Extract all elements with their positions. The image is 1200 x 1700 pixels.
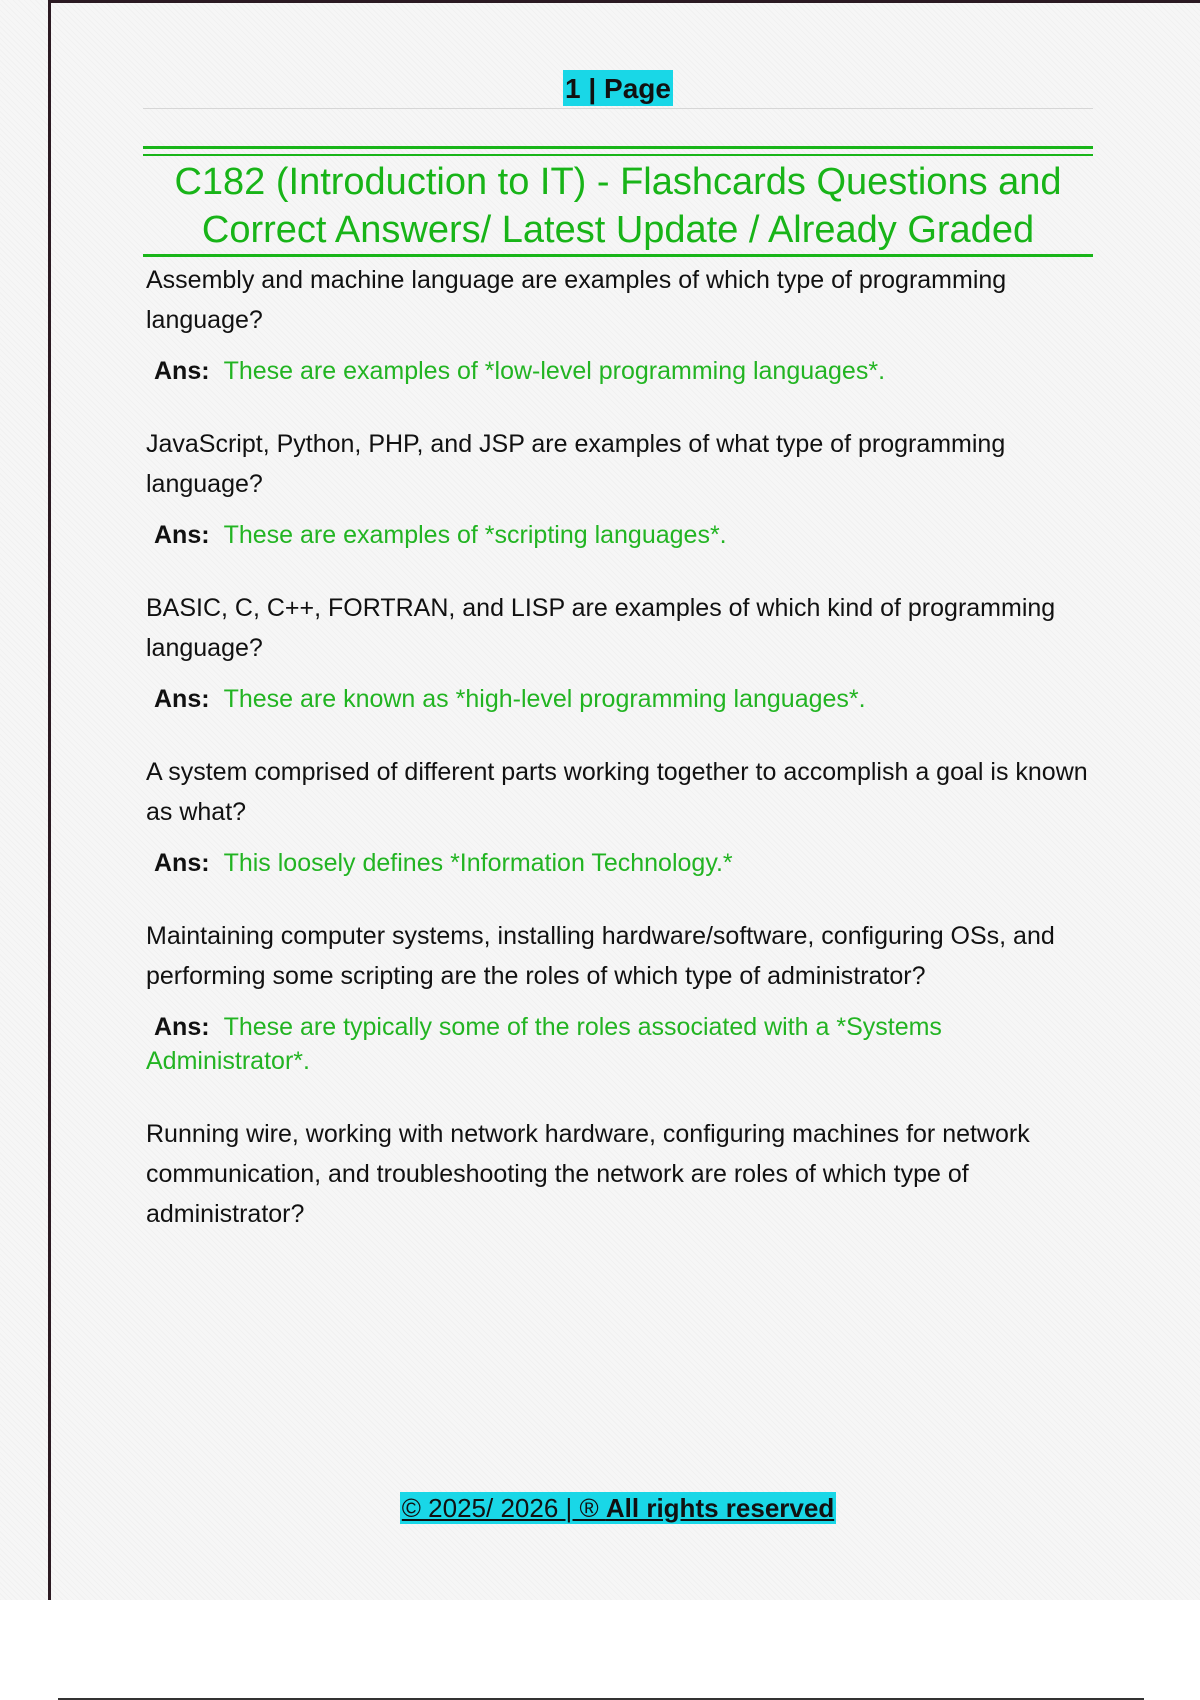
answer-label: Ans: [154, 357, 210, 385]
answer-text: This loosely defines *Information Technology.* [223, 849, 733, 877]
page-top-border [48, 0, 1200, 3]
flashcard-question: JavaScript, Python, PHP, and JSP are examples of what type of programming language? [146, 430, 1006, 498]
title-line-1: C182 (Introduction to IT) - Flashcards Questions and [174, 161, 1062, 203]
flashcard-item [146, 752, 1096, 880]
answer-label: Ans: [154, 521, 210, 549]
copyright-years: © 2025/ 2026 | ® [401, 1493, 606, 1523]
answer-text: These are typically some of the roles associated with a *Systems Administrator*. [146, 1013, 942, 1075]
header-divider [143, 108, 1093, 109]
page-number: 1 | Page [563, 70, 673, 106]
rights-reserved: All rights reserved [605, 1493, 835, 1523]
title-top-rule [143, 146, 1093, 149]
answer-text: These are examples of *scripting languages*. [223, 521, 727, 549]
title-top-rule-secondary [143, 154, 1093, 156]
flashcard-question: Assembly and machine language are examples of which type of programming language? [146, 266, 1007, 334]
flashcard-answer [146, 518, 1096, 552]
flashcard-answer [146, 682, 1096, 716]
copyright-notice [400, 1492, 836, 1524]
answer-label: Ans: [154, 685, 210, 713]
answer-text: These are known as *high-level programming languages*. [223, 685, 866, 713]
flashcard-item [146, 916, 1096, 1078]
flashcard-answer [146, 354, 1096, 388]
flashcard-question: BASIC, C, C++, FORTRAN, and LISP are examples of which kind of programming language? [146, 594, 1056, 662]
flashcard-item [146, 1114, 1096, 1234]
flashcard-item [146, 588, 1096, 716]
answer-label: Ans: [154, 849, 210, 877]
flashcard-answer [146, 1010, 1096, 1078]
answer-text: These are examples of *low-level programming languages*. [223, 357, 886, 385]
document-title [143, 158, 1093, 254]
page-footer [0, 1492, 1200, 1524]
flashcard-item [146, 424, 1096, 552]
flashcard-item [146, 260, 1096, 388]
page-header [0, 70, 1200, 106]
answer-label: Ans: [154, 1013, 210, 1041]
page-left-border [48, 0, 51, 1600]
flashcard-list [146, 254, 1096, 1270]
flashcard-question: Maintaining computer systems, installing hardware/software, configuring OSs, and performing some scripting are the roles of which type of administrator? [146, 922, 1055, 990]
flashcard-answer [146, 846, 1096, 880]
flashcard-question: A system comprised of different parts working together to accomplish a goal is known as what? [146, 758, 1088, 826]
title-line-2: Correct Answers/ Latest Update / Already Graded [201, 209, 1035, 251]
flashcard-question: Running wire, working with network hardware, configuring machines for network communication, and troubleshooting the network are roles of which type of administrator? [146, 1120, 1030, 1228]
